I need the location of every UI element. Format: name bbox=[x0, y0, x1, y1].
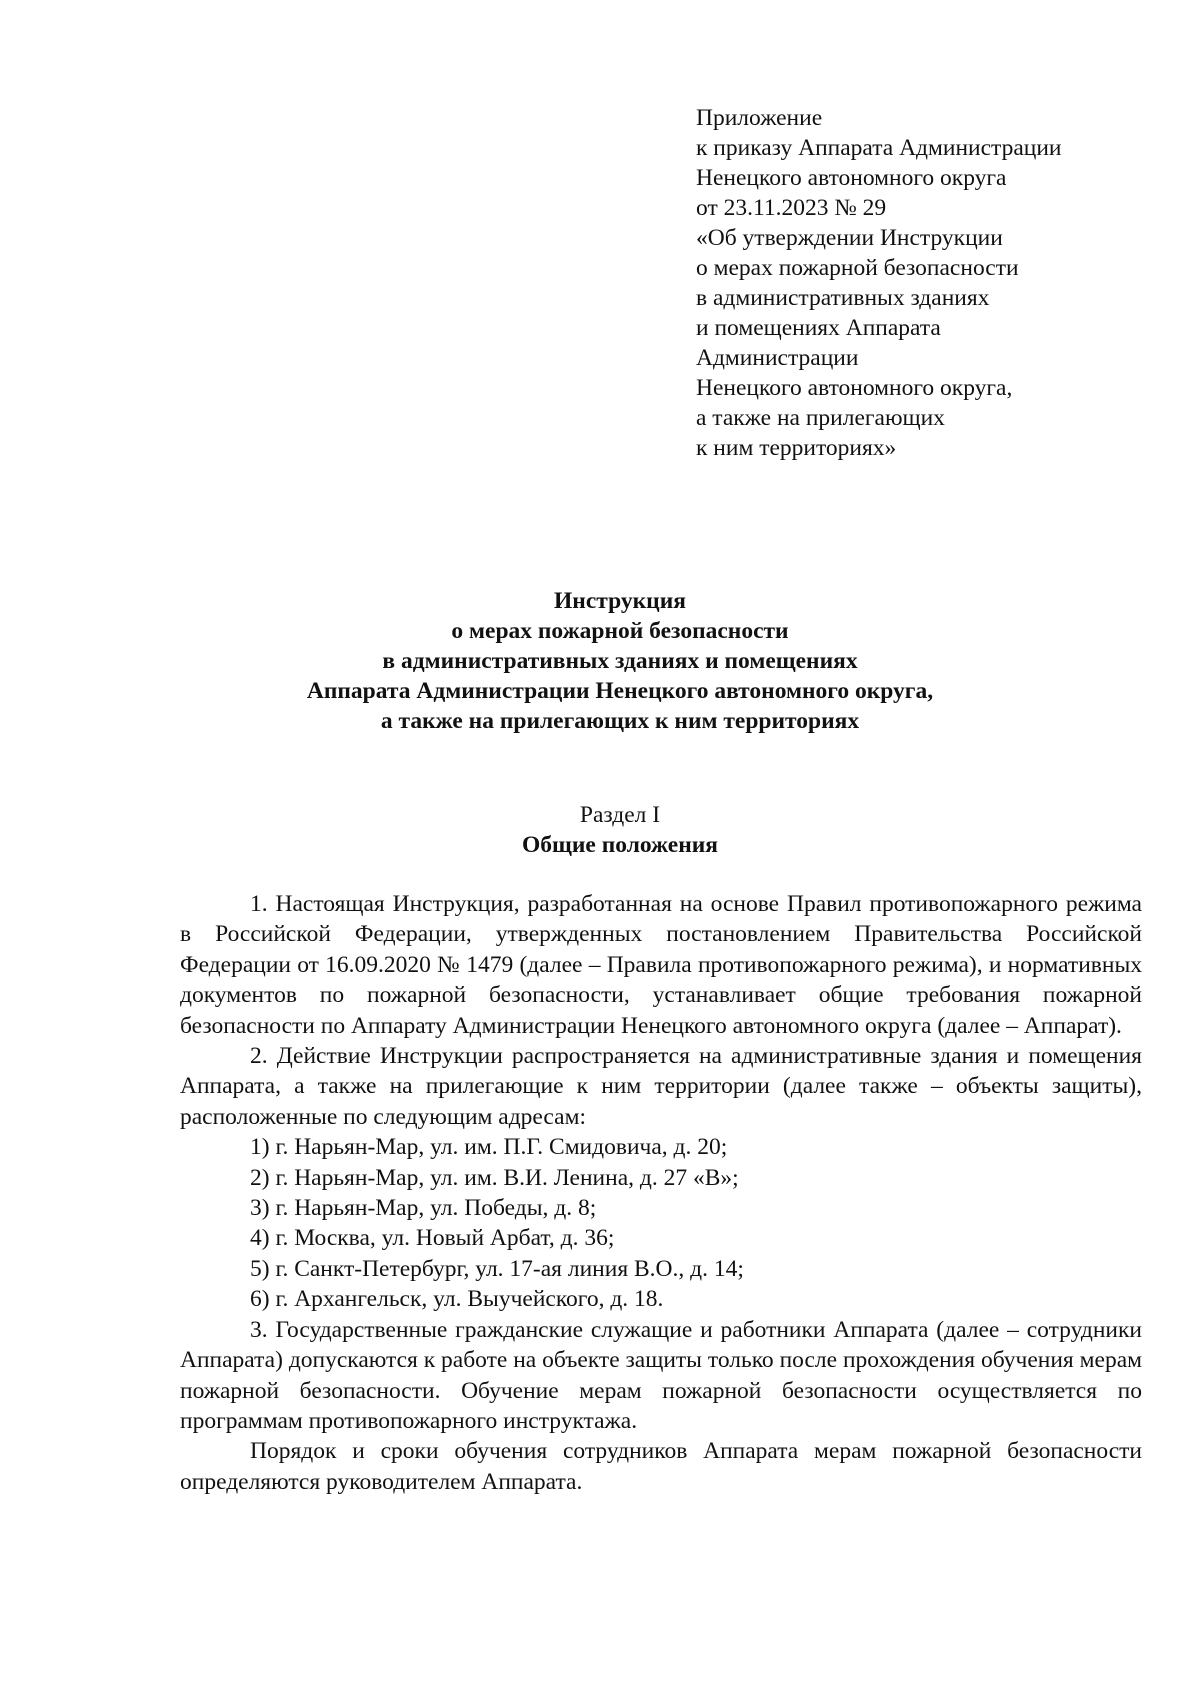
document-body bbox=[180, 889, 1142, 1497]
address-item: 3) г. Нарьян-Мар, ул. Победы, д. 8; bbox=[250, 1195, 597, 1222]
address-item: 1) г. Нарьян-Мар, ул. им. П.Г. Смидовича, д. 20; bbox=[250, 1134, 728, 1161]
appendix-line: от 23.11.2023 № 29 bbox=[696, 195, 887, 221]
appendix-line: о мерах пожарной безопасности bbox=[696, 255, 1019, 281]
appendix-line: к приказу Аппарата Администрации bbox=[696, 135, 1062, 161]
title-line: Инструкция bbox=[554, 588, 686, 614]
address-item: 4) г. Москва, ул. Новый Арбат, д. 36; bbox=[250, 1225, 615, 1252]
address-item: 5) г. Санкт-Петербург, ул. 17-ая линия В.О., д. 14; bbox=[250, 1255, 744, 1282]
section-name: Общие положения bbox=[522, 832, 718, 858]
appendix-line: Ненецкого автономного округа bbox=[696, 165, 1007, 191]
section-heading bbox=[180, 800, 1060, 860]
appendix-line: к ним территориях» bbox=[696, 435, 897, 461]
appendix-line: и помещениях Аппарата bbox=[696, 315, 941, 341]
address-item: 6) г. Архангельск, ул. Выучейского, д. 18. bbox=[250, 1286, 664, 1313]
appendix-line: а также на прилегающих bbox=[696, 405, 945, 431]
paragraph-2: 2. Действие Инструкции распространяется на административные здания и помещения Аппарата, а также на прилегающие к ним территории (далее также – объекты защиты), расположенные по следующим адресам: bbox=[180, 1043, 1142, 1130]
appendix-line: в административных зданиях bbox=[696, 285, 990, 311]
appendix-line: Администрации bbox=[696, 345, 859, 371]
document-title bbox=[180, 586, 1060, 736]
title-line: а также на прилегающих к ним территориях bbox=[380, 708, 860, 734]
title-line: о мерах пожарной безопасности bbox=[451, 618, 789, 644]
title-line: Аппарата Администрации Ненецкого автономного округа, bbox=[306, 678, 934, 704]
section-number: Раздел I bbox=[579, 802, 661, 828]
paragraph-3: 3. Государственные гражданские служащие и работники Аппарата (далее – сотрудники Аппарата) допускаются к работе на объекте защиты только после прохождения обучения мерам пожарной безопасности. Обучение мерам пожарной безопасности осуществляется по программам противопожарного инструктажа. bbox=[180, 1316, 1142, 1434]
appendix-line: «Об утверждении Инструкции bbox=[696, 225, 1003, 251]
paragraph-1: 1. Настоящая Инструкция, разработанная на основе Правил противопожарного режима в Российской Федерации, утвержденных постановлением Правительства Российской Федерации от 16.09.2020 № 1479 (далее – Правила противопожарного режима), и нормативных документов по пожарной безопасности, устанавливает общие требования пожарной безопасности по Аппарату Администрации Ненецкого автономного округа (далее – Аппарат). bbox=[180, 891, 1142, 1039]
address-item: 2) г. Нарьян-Мар, ул. им. В.И. Ленина, д. 27 «В»; bbox=[250, 1164, 739, 1191]
appendix-block bbox=[696, 103, 1156, 463]
appendix-line: Ненецкого автономного округа, bbox=[696, 375, 1013, 401]
appendix-line: Приложение bbox=[696, 105, 823, 131]
title-line: в административных зданиях и помещениях bbox=[382, 648, 858, 674]
paragraph-4: Порядок и сроки обучения сотрудников Аппарата мерам пожарной безопасности определяются руководителем Аппарата. bbox=[180, 1438, 1142, 1495]
